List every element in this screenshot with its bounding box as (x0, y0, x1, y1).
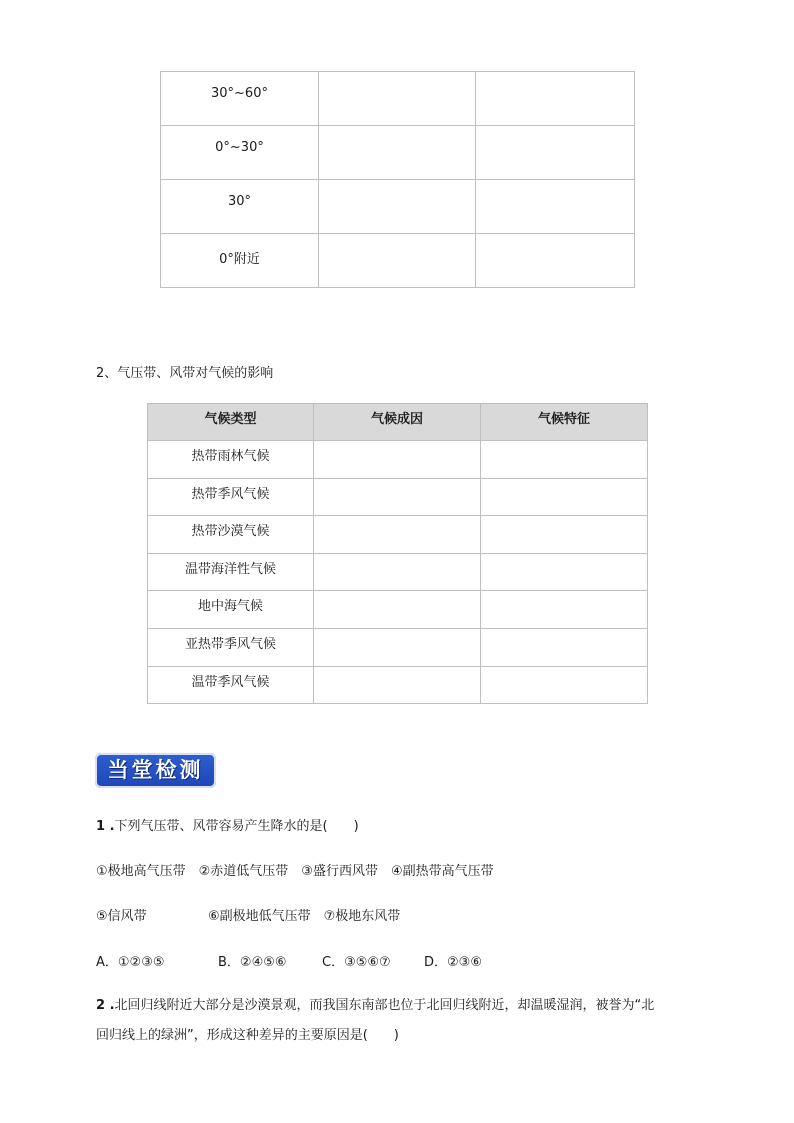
option-a[interactable]: A．①②③⑤ (96, 955, 165, 970)
blank-cell[interactable] (481, 666, 648, 704)
table-row (161, 72, 635, 126)
blank-cell[interactable] (314, 441, 481, 479)
climate-table (147, 403, 648, 704)
climate-type-cell: 热带雨林气候 (148, 441, 314, 479)
table-row (161, 234, 635, 288)
blank-cell[interactable] (319, 72, 476, 126)
column-header-climate-feature: 气候特征 (481, 404, 648, 441)
blank-cell[interactable] (481, 591, 648, 629)
table-row (148, 516, 648, 554)
option-c[interactable]: C．③⑤⑥⑦ (322, 955, 391, 970)
question-number: 1 . (96, 819, 115, 834)
column-header-climate-type: 气候类型 (148, 404, 314, 441)
latitude-cell: 30° (161, 180, 319, 234)
table-row (148, 553, 648, 591)
blank-cell[interactable] (476, 126, 635, 180)
blank-cell[interactable] (319, 180, 476, 234)
blank-cell[interactable] (481, 516, 648, 554)
question-number: 2 . (96, 998, 115, 1013)
question-2-stem-line1 (96, 997, 654, 1015)
table-row (148, 666, 648, 704)
blank-cell[interactable] (319, 234, 476, 288)
blank-cell[interactable] (481, 441, 648, 479)
question-2-stem-line2: 回归线上的绿洲”，形成这种差异的主要原因是( ) (96, 1028, 399, 1043)
blank-cell[interactable] (319, 126, 476, 180)
section-banner: 当堂检测 (95, 753, 216, 788)
table-row (161, 180, 635, 234)
question-1-stem (96, 818, 359, 836)
climate-type-cell: 热带季风气候 (148, 478, 314, 516)
blank-cell[interactable] (314, 553, 481, 591)
climate-type-cell: 温带季风气候 (148, 666, 314, 704)
blank-cell[interactable] (481, 478, 648, 516)
blank-cell[interactable] (476, 72, 635, 126)
table-row (148, 441, 648, 479)
latitude-cell: 0°附近 (161, 234, 319, 288)
climate-type-cell: 温带海洋性气候 (148, 553, 314, 591)
blank-cell[interactable] (481, 628, 648, 666)
question-text: 北回归线附近大部分是沙漠景观，而我国东南部也位于北回归线附近，却温暖湿润，被誉为“北 (114, 998, 655, 1013)
question-1-items-line1: ①极地高气压带 ②赤道低气压带 ③盛行西风带 ④副热带高气压带 (96, 864, 494, 879)
table-row (161, 126, 635, 180)
question-text: 下列气压带、风带容易产生降水的是( ) (114, 819, 359, 834)
question-1-items-line2a: ⑤信风带 (96, 909, 147, 924)
blank-cell[interactable] (314, 666, 481, 704)
climate-type-cell: 地中海气候 (148, 591, 314, 629)
climate-type-cell: 热带沙漠气候 (148, 516, 314, 554)
latitude-table (160, 71, 635, 288)
blank-cell[interactable] (314, 516, 481, 554)
table-row (148, 628, 648, 666)
blank-cell[interactable] (476, 234, 635, 288)
table-row (148, 591, 648, 629)
latitude-cell: 30°~60° (161, 72, 319, 126)
latitude-cell: 0°~30° (161, 126, 319, 180)
blank-cell[interactable] (481, 553, 648, 591)
option-d[interactable]: D．②③⑥ (424, 955, 482, 970)
section-title: 2、气压带、风带对气候的影响 (96, 366, 274, 381)
blank-cell[interactable] (314, 591, 481, 629)
blank-cell[interactable] (476, 180, 635, 234)
option-b[interactable]: B．②④⑤⑥ (218, 955, 287, 970)
table-header-row (148, 404, 648, 441)
blank-cell[interactable] (314, 628, 481, 666)
blank-cell[interactable] (314, 478, 481, 516)
column-header-climate-cause: 气候成因 (314, 404, 481, 441)
climate-type-cell: 亚热带季风气候 (148, 628, 314, 666)
question-1-items-line2b: ⑥副极地低气压带 ⑦极地东风带 (208, 909, 401, 924)
table-row (148, 478, 648, 516)
